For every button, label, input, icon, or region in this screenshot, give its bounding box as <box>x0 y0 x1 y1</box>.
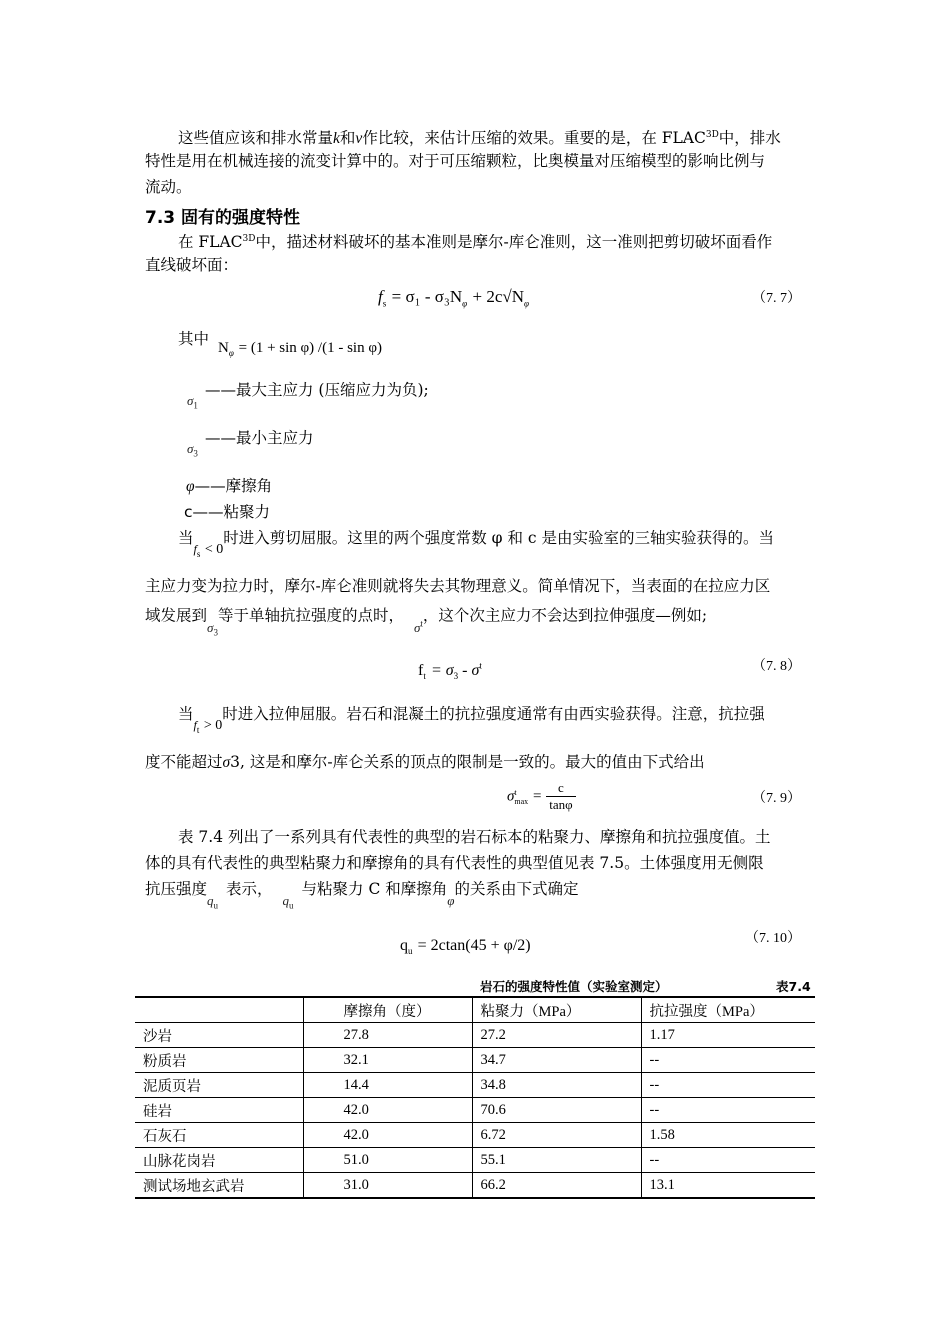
intro-line-3: 流动。 <box>145 178 192 196</box>
equation-7-10 <box>400 935 531 956</box>
para-text: 3, 这是和摩尔-库仑关系的顶点的限制是一致的。最大的值由下式给出 <box>230 753 705 771</box>
tensile-condition <box>194 712 223 743</box>
table-row <box>135 1098 815 1123</box>
table-row <box>135 1148 815 1173</box>
table-cell: 测试场地玄武岩 <box>135 1173 303 1199</box>
para-text: 时进入剪切屈服。这里的两个强度常数 φ 和 c 是由实验室的三轴实验获得的。当 <box>223 529 774 547</box>
table-cell: 27.8 <box>303 1023 472 1048</box>
phi-symbol: φ <box>447 893 455 908</box>
symbol-nu: ν <box>355 130 363 148</box>
para-text: 抗压强度 <box>145 880 208 898</box>
eq-sub: 3 <box>453 671 459 682</box>
intro-text: 和 <box>339 129 356 148</box>
eq-sub: φ <box>462 298 468 309</box>
eq-sub: s <box>196 548 201 559</box>
table-cell: 13.1 <box>641 1173 815 1199</box>
eq-rhs: = (1 + sin φ) /(1 - sin φ) <box>238 340 382 356</box>
table-cell: 粉质岩 <box>135 1048 303 1073</box>
para2-line-2: 体的具有代表性的典型粘聚力和摩擦角的具有代表性的典型值见表 7.5。土体强度用无侧限 <box>145 854 764 872</box>
eq-rhs: = σ <box>430 662 454 679</box>
nphi-definition <box>218 338 382 358</box>
tensile-line-1 <box>178 701 765 733</box>
header-cell: 抗拉强度（MPa） <box>641 997 815 1023</box>
header-cell <box>135 997 303 1023</box>
para-text: 在 FLAC <box>178 233 243 252</box>
eq-sup: t <box>514 787 517 797</box>
equation-7-8 <box>418 660 482 681</box>
eq-sub: s <box>382 298 387 309</box>
q-symbol: q <box>207 893 214 908</box>
eq-rhs: = 2ctan(45 + φ/2) <box>417 937 531 954</box>
para-text: 与粘聚力 C 和摩擦角 <box>301 880 448 898</box>
eq-lhs: f <box>193 542 197 556</box>
table-cell: 31.0 <box>303 1173 472 1199</box>
eq-equals: = <box>532 788 542 805</box>
c-desc: ——粘聚力 <box>192 503 271 521</box>
eq-numerator: c <box>546 780 575 797</box>
section-heading: 7.3 固有的强度特性 <box>145 208 301 228</box>
sigma3-inline <box>207 620 218 638</box>
eq-lhs: σ <box>507 788 515 805</box>
table-cell: 34.7 <box>472 1048 641 1073</box>
para-text: 当 <box>178 529 194 547</box>
rock-strength-table <box>135 996 815 1199</box>
equation-number: （7. 9） <box>752 791 801 806</box>
eq-sub: φ <box>228 348 234 358</box>
sigma-symbol: σ <box>187 393 194 408</box>
para-text: 度不能超过 <box>145 753 223 771</box>
intro-line-2: 特性是用在机械连接的流变计算中的。对于可压缩颗粒，比奥模量对压缩模型的影响比例与 <box>145 152 766 170</box>
table-cell: 55.1 <box>472 1148 641 1173</box>
equation-7-9 <box>507 780 576 813</box>
table-cell: -- <box>641 1098 815 1123</box>
eq-sub: 1 <box>193 400 198 411</box>
eq-rhs: < 0 <box>204 542 224 557</box>
para-text: 等于单轴抗拉强度的点时， <box>217 606 404 625</box>
para2-line-3 <box>145 876 579 911</box>
para-text: ，这个次主应力不会达到拉伸强度—例如; <box>422 606 708 625</box>
superscript: 3D <box>705 130 719 140</box>
table-cell: 27.2 <box>472 1023 641 1048</box>
table-cell: 14.4 <box>303 1073 472 1098</box>
sigma3-symbol <box>187 441 198 459</box>
intro-text: 这些值应该和排水常量 <box>178 129 334 148</box>
table-cell: 51.0 <box>303 1148 472 1173</box>
table-label: 表7.4 <box>776 979 811 994</box>
symbol-k: k <box>333 130 340 148</box>
intro-text: 中，排水 <box>718 129 781 148</box>
eq-rhs: - σ <box>458 662 480 679</box>
shear-line-1 <box>178 525 774 557</box>
header-cell: 摩擦角（度） <box>303 997 472 1023</box>
where-label: 其中 <box>178 330 210 348</box>
eq-lhs: f <box>378 287 383 306</box>
equation-number: （7. 10） <box>745 931 801 946</box>
shear-condition <box>194 536 224 567</box>
eq-sub: u <box>289 900 294 911</box>
eq-rhs: > 0 <box>203 718 223 733</box>
table-row <box>135 1048 815 1073</box>
table-cell: 1.58 <box>641 1123 815 1148</box>
table-cell: 沙岩 <box>135 1023 303 1048</box>
table-cell: -- <box>641 1148 815 1173</box>
qu-inline <box>207 893 219 911</box>
table-row <box>135 1023 815 1048</box>
phi-line <box>186 473 272 500</box>
table-cell: -- <box>641 1048 815 1073</box>
eq-rhs: + 2c√N <box>472 287 525 306</box>
sigma-t-inline <box>414 620 423 635</box>
sigma-symbol: σ <box>207 620 214 636</box>
table-cell: 42.0 <box>303 1123 472 1148</box>
table-cell: 1.17 <box>641 1023 815 1048</box>
eq-sup: t <box>479 660 482 671</box>
table-row <box>135 1123 815 1148</box>
eq-lhs: N <box>218 340 229 356</box>
c-line <box>184 499 270 525</box>
eq-lhs: f <box>193 718 197 732</box>
eq-lhs: q <box>400 937 408 954</box>
shear-line-2: 主应力变为拉力时，摩尔-库仑准则就将失去其物理意义。简单情况下，当表面的在拉应力区 <box>145 577 771 595</box>
q-symbol: q <box>282 893 290 908</box>
qu-inline <box>282 893 294 911</box>
para1-line-1 <box>178 226 772 255</box>
phi-symbol: φ <box>186 478 195 495</box>
eq-sub: max <box>514 796 529 806</box>
eq-sub: 3 <box>193 448 198 459</box>
para-text: 的关系由下式确定 <box>454 880 579 898</box>
tensile-line-2 <box>145 749 705 776</box>
para-text: 表示， <box>226 880 273 898</box>
table-cell: 70.6 <box>472 1098 641 1123</box>
table-cell: 石灰石 <box>135 1123 303 1148</box>
table-cell: 6.72 <box>472 1123 641 1148</box>
sigma3-desc: ——最小主应力 <box>205 429 314 447</box>
table-row <box>135 1073 815 1098</box>
equation-number: （7. 7） <box>752 291 801 306</box>
eq-sub: u <box>408 946 413 957</box>
para-text: 域发展到 <box>145 606 208 625</box>
para-text: 时进入拉伸屈服。岩石和混凝土的抗拉强度通常有由西实验获得。注意，抗拉强 <box>222 705 765 723</box>
table-header-row <box>135 997 815 1023</box>
para-text: 当 <box>178 705 194 723</box>
header-cell: 粘聚力（MPa） <box>472 997 641 1023</box>
sigma-symbol: σ <box>222 754 231 771</box>
eq-sub: t <box>423 671 426 682</box>
sigma-symbol: σ <box>187 441 194 456</box>
table-cell: 66.2 <box>472 1173 641 1199</box>
table-cell: 34.8 <box>472 1073 641 1098</box>
eq-rhs: = σ₁ - σ₃N <box>391 287 463 306</box>
para1-line-2: 直线破坏面： <box>145 256 239 274</box>
table-cell: 32.1 <box>303 1048 472 1073</box>
sigma1-symbol <box>187 393 198 411</box>
eq-sup: t <box>420 619 423 629</box>
eq-fraction <box>546 780 575 813</box>
table-row <box>135 1173 815 1199</box>
sigma-symbol: σ <box>413 620 421 636</box>
eq-sub: φ <box>524 298 529 309</box>
table-cell: -- <box>641 1073 815 1098</box>
eq-sub: t <box>196 724 200 735</box>
eq-sub: 3 <box>213 627 218 638</box>
sigma1-desc: ——最大主应力 (压缩应力为负); <box>205 381 429 399</box>
phi-desc: ——摩擦角 <box>194 477 273 495</box>
table-cell: 硅岩 <box>135 1098 303 1123</box>
para2-line-1: 表 7.4 列出了一系列具有代表性的典型的岩石标本的粘聚力、摩擦角和抗拉强度值。土 <box>178 828 771 846</box>
shear-line-3 <box>145 599 708 638</box>
eq-denominator: tanφ <box>549 797 573 812</box>
table-cell: 泥质页岩 <box>135 1073 303 1098</box>
superscript: 3D <box>242 234 256 244</box>
table-caption: 岩石的强度特性值（实验室测定） <box>480 979 668 994</box>
table-cell: 山脉花岗岩 <box>135 1148 303 1173</box>
para-text: 中，描述材料破坏的基本准则是摩尔-库仑准则，这一准则把剪切破坏面看作 <box>255 233 773 252</box>
intro-text: 作比较，来估计压缩的效果。重要的是，在 FLAC <box>362 129 706 148</box>
eq-lhs: f <box>418 662 424 679</box>
eq-sub: u <box>213 900 219 911</box>
equation-number: （7. 8） <box>752 659 801 674</box>
c-symbol: c <box>184 503 193 521</box>
table-cell: 42.0 <box>303 1098 472 1123</box>
equation-7-7 <box>378 287 529 308</box>
